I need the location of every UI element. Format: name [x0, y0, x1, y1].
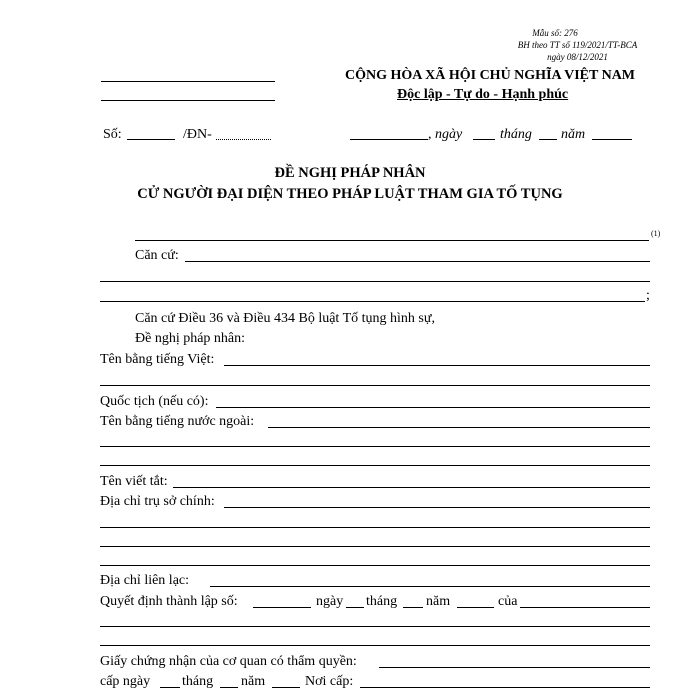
dia-chi-tru-so-line-4[interactable]: [100, 565, 650, 566]
qd-cua-label: của: [498, 594, 518, 609]
ten-viet-line-2[interactable]: [100, 385, 650, 386]
qd-cua-field[interactable]: [520, 607, 650, 608]
giay-chung-nhan-label: Giấy chứng nhận của cơ quan có thẩm quyền:: [100, 654, 357, 669]
form-issued-by: BH theo TT số 119/2021/TT-BCA: [517, 40, 638, 50]
footnote-1: (1): [651, 229, 661, 238]
thang-field[interactable]: [539, 139, 557, 140]
qd-thang-field[interactable]: [403, 607, 423, 608]
cap-nam-field[interactable]: [272, 687, 300, 688]
request-text: Đề nghị pháp nhân:: [135, 331, 246, 346]
qd-thanh-lap-label: Quyết định thành lập số:: [100, 594, 238, 609]
dia-chi-tru-so-label: Địa chỉ trụ sở chính:: [100, 494, 215, 509]
motto: Độc lập - Tự do - Hạnh phúc: [397, 87, 569, 102]
ten-viet-tat-label: Tên viết tắt:: [100, 474, 168, 489]
so-field[interactable]: [127, 139, 175, 140]
ten-viet-field[interactable]: [224, 365, 650, 366]
form-date: ngày 08/12/2021: [547, 52, 608, 62]
legal-basis: Căn cứ Điều 36 và Điều 434 Bộ luật Tố tụng hình sự,: [135, 311, 435, 326]
so-label: Số:: [103, 127, 122, 142]
qd-so-field[interactable]: [253, 607, 311, 608]
can-cu-line-3[interactable]: [100, 301, 645, 302]
ten-nuoc-ngoai-line-3[interactable]: [100, 465, 650, 466]
qd-nam-field[interactable]: [457, 607, 494, 608]
doc-title-2: CỬ NGƯỜI ĐẠI DIỆN THEO PHÁP LUẬT THAM GIA TỐ TỤNG: [137, 186, 563, 202]
ngay-label: , ngày: [428, 127, 463, 142]
qd-line-3[interactable]: [100, 645, 650, 646]
nam-field[interactable]: [592, 139, 632, 140]
authority-field[interactable]: [135, 240, 649, 241]
can-cu-line-2[interactable]: [100, 281, 650, 282]
dia-chi-lien-lac-label: Địa chỉ liên lạc:: [100, 573, 190, 588]
qd-thang-label: tháng: [366, 594, 398, 609]
can-cu-field[interactable]: [185, 261, 650, 262]
qd-nam-label: năm: [426, 594, 451, 609]
cap-nam-label: năm: [241, 674, 266, 689]
ten-nuoc-ngoai-label: Tên bằng tiếng nước ngoài:: [100, 414, 255, 429]
ten-viet-tat-field[interactable]: [173, 487, 650, 488]
dia-chi-tru-so-line-2[interactable]: [100, 527, 650, 528]
giay-chung-nhan-field[interactable]: [379, 667, 650, 668]
qd-line-2[interactable]: [100, 626, 650, 627]
form-number: Mẫu số: 276: [532, 28, 578, 38]
quoc-tich-label: Quốc tịch (nếu có):: [100, 394, 209, 409]
semicolon: ;: [646, 288, 650, 303]
cap-ngay-label: cấp ngày: [100, 674, 151, 689]
noi-cap-label: Nơi cấp:: [305, 674, 354, 689]
cap-ngay-field[interactable]: [160, 687, 180, 688]
nam-label: năm: [561, 127, 586, 142]
qd-ngay-label: ngày: [316, 594, 344, 609]
ngay-field[interactable]: [473, 139, 495, 140]
cap-thang-field[interactable]: [220, 687, 238, 688]
dia-chi-lien-lac-field[interactable]: [210, 586, 650, 587]
quoc-tich-field[interactable]: [216, 407, 650, 408]
cap-thang-label: tháng: [182, 674, 214, 689]
can-cu-label: Căn cứ:: [135, 248, 179, 263]
noi-cap-field[interactable]: [360, 687, 650, 688]
dn-label: /ĐN-: [183, 127, 212, 142]
qd-ngay-field[interactable]: [346, 607, 364, 608]
thang-label: tháng: [500, 127, 532, 142]
place-field[interactable]: [350, 139, 428, 140]
agency-line-1[interactable]: [101, 81, 275, 82]
nation-heading: CỘNG HÒA XÃ HỘI CHỦ NGHĨA VIỆT NAM: [345, 68, 636, 83]
dn-field[interactable]: [216, 139, 271, 140]
ten-nuoc-ngoai-line-2[interactable]: [100, 446, 650, 447]
dia-chi-tru-so-line-3[interactable]: [100, 546, 650, 547]
ten-viet-label: Tên bằng tiếng Việt:: [100, 352, 215, 367]
ten-nuoc-ngoai-field[interactable]: [268, 427, 650, 428]
doc-title-1: ĐỀ NGHỊ PHÁP NHÂN: [274, 165, 426, 181]
agency-line-2[interactable]: [101, 100, 275, 101]
dia-chi-tru-so-field[interactable]: [224, 507, 650, 508]
